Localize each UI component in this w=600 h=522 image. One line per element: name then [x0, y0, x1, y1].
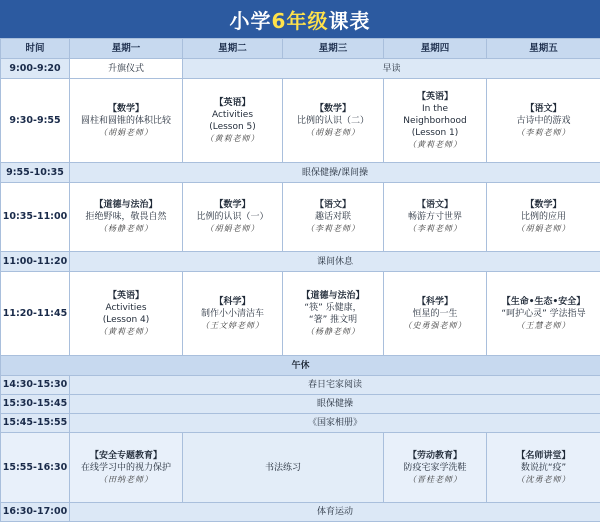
class-cell: [183, 79, 283, 163]
subject-label: 【英语】: [70, 290, 182, 302]
timetable: [0, 38, 600, 522]
teacher-name: （胡娟老师）: [183, 223, 282, 235]
header-tue: 星期二: [183, 39, 283, 59]
class-cell: [283, 79, 384, 163]
lesson-title: 在线学习中的视力保护: [70, 462, 182, 474]
class-cell: [70, 433, 183, 503]
lesson-title: “筷” 乐健康，: [283, 302, 383, 314]
subject-label: 【安全专题教育】: [70, 450, 182, 462]
lesson-title-2: (Lesson 4): [70, 314, 182, 326]
subject-label: 【劳动教育】: [384, 450, 486, 462]
subject-label: 【英语】: [384, 91, 486, 103]
class-cell: [384, 79, 487, 163]
row-1100: [1, 252, 600, 272]
time-cell: 15:30-15:45: [1, 395, 70, 414]
header-thu: 星期四: [384, 39, 487, 59]
header-fri: 星期五: [487, 39, 600, 59]
header-time: 时间: [1, 39, 70, 59]
teacher-name: （王慧老师）: [487, 320, 600, 332]
row-1120: [1, 272, 600, 356]
lesson-title: 数说抗“疫”: [487, 462, 600, 474]
sports: 体育运动: [70, 503, 600, 522]
row-noon: [1, 356, 600, 376]
time-cell: 16:30-17:00: [1, 503, 70, 522]
lesson-title: In the: [384, 103, 486, 115]
lesson-title: 比例的应用: [487, 211, 600, 223]
subject-label: 【道德与法治】: [283, 290, 383, 302]
time-cell: 15:55-16:30: [1, 433, 70, 503]
lesson-title-3: (Lesson 1): [384, 127, 486, 139]
subject-label: 【科学】: [183, 296, 282, 308]
teacher-name: （史勇强老师）: [384, 320, 486, 332]
lesson-title: 比例的认识（一）: [183, 211, 282, 223]
header-row: [1, 39, 600, 59]
class-cell: [384, 433, 487, 503]
lesson-title: “呵护心灵” 学法指导: [487, 308, 600, 320]
teacher-name: （黄莉老师）: [183, 133, 282, 145]
row-1630: [1, 503, 600, 522]
header-wed: 星期三: [283, 39, 384, 59]
row-1035: [1, 183, 600, 252]
class-cell: [183, 183, 283, 252]
teacher-name: （沈勇老师）: [487, 474, 600, 486]
teacher-name: （黄莉老师）: [384, 139, 486, 151]
class-cell: [70, 183, 183, 252]
subject-label: 【数学】: [70, 103, 182, 115]
teacher-name: （胡娟老师）: [283, 127, 383, 139]
calligraphy-practice: 书法练习: [183, 433, 384, 503]
class-cell: [487, 79, 600, 163]
recess: 课间休息: [70, 252, 600, 272]
row-1545: [1, 414, 600, 433]
subject-label: 【科学】: [384, 296, 486, 308]
lesson-title-2: Neighborhood: [384, 115, 486, 127]
row-0955: [1, 163, 600, 183]
teacher-name: （李莉老师）: [384, 223, 486, 235]
lesson-title: 防疫宅家学洗鞋: [384, 462, 486, 474]
subject-label: 【生命•生态•安全】: [487, 296, 600, 308]
lesson-title: 制作小小清洁车: [183, 308, 282, 320]
subject-label: 【语文】: [487, 103, 600, 115]
header-mon: 星期一: [70, 39, 183, 59]
flag-ceremony: 升旗仪式: [70, 59, 183, 79]
time-cell: 9:00-9:20: [1, 59, 70, 79]
class-cell: [70, 272, 183, 356]
lesson-title: 比例的认识（二）: [283, 115, 383, 127]
title-part-2: 6年级: [272, 5, 329, 34]
row-0930: [1, 79, 600, 163]
time-cell: 10:35-11:00: [1, 183, 70, 252]
teacher-name: （胡娟老师）: [487, 223, 600, 235]
subject-label: 【英语】: [183, 97, 282, 109]
lesson-title-2: “箸” 推文明: [283, 314, 383, 326]
class-cell: [384, 183, 487, 252]
teacher-name: （王文婷老师）: [183, 320, 282, 332]
subject-label: 【数学】: [487, 199, 600, 211]
class-cell: [487, 183, 600, 252]
lesson-title: 拒绝野味，敬畏自然: [70, 211, 182, 223]
time-cell: 11:00-11:20: [1, 252, 70, 272]
lesson-title: 圆柱和圆锥的体积比较: [70, 115, 182, 127]
subject-label: 【道德与法治】: [70, 199, 182, 211]
morning-reading: 早读: [183, 59, 600, 79]
title-part-3: 课表: [328, 5, 370, 34]
subject-label: 【数学】: [183, 199, 282, 211]
lesson-title: Activities: [70, 302, 182, 314]
row-0900: [1, 59, 600, 79]
eye-exercise: 眼保健操: [70, 395, 600, 414]
national-album: 《国家相册》: [70, 414, 600, 433]
class-cell: [183, 272, 283, 356]
class-cell: [487, 433, 600, 503]
lesson-title: 畅游方寸世界: [384, 211, 486, 223]
lesson-title: 趣话对联: [283, 211, 383, 223]
lesson-title: Activities: [183, 109, 282, 121]
subject-label: 【语文】: [384, 199, 486, 211]
subject-label: 【名师讲堂】: [487, 450, 600, 462]
class-cell: [384, 272, 487, 356]
teacher-name: （李莉老师）: [283, 223, 383, 235]
class-cell: [283, 272, 384, 356]
class-cell: [487, 272, 600, 356]
lesson-title: 恒星的一生: [384, 308, 486, 320]
time-cell: 15:45-15:55: [1, 414, 70, 433]
class-cell: [70, 79, 183, 163]
teacher-name: （杨静老师）: [70, 223, 182, 235]
timetable-title: [0, 0, 600, 38]
row-1530: [1, 395, 600, 414]
row-1555: [1, 433, 600, 503]
time-cell: 14:30-15:30: [1, 376, 70, 395]
teacher-name: （黄莉老师）: [70, 326, 182, 338]
noon-break: 午休: [1, 356, 600, 376]
subject-label: 【语文】: [283, 199, 383, 211]
lesson-title: 古诗中的游戏: [487, 115, 600, 127]
subject-label: 【数学】: [283, 103, 383, 115]
time-cell: 9:30-9:55: [1, 79, 70, 163]
teacher-name: （田纳老师）: [70, 474, 182, 486]
class-cell: [283, 183, 384, 252]
row-1430: [1, 376, 600, 395]
teacher-name: （李莉老师）: [487, 127, 600, 139]
eye-exercise-break: 眼保健操/课间操: [70, 163, 600, 183]
time-cell: 9:55-10:35: [1, 163, 70, 183]
time-cell: 11:20-11:45: [1, 272, 70, 356]
home-reading: 春日宅家阅读: [70, 376, 600, 395]
teacher-name: （杨静老师）: [283, 326, 383, 338]
title-part-1: 小学: [230, 5, 272, 34]
lesson-title-2: (Lesson 5): [183, 121, 282, 133]
teacher-name: （晋桂老师）: [384, 474, 486, 486]
teacher-name: （胡娟老师）: [70, 127, 182, 139]
